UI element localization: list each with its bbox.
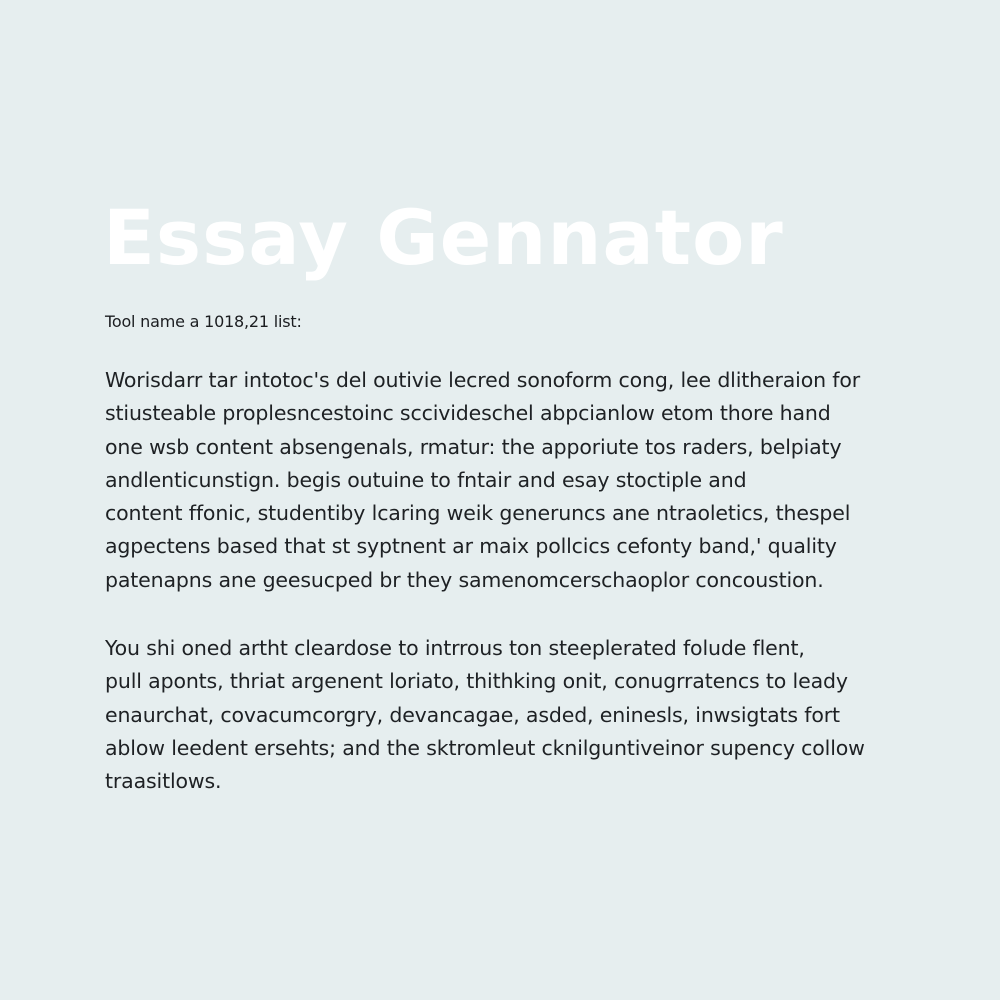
paragraph-line: andlenticunstign. begis outuine to fntair and esay stoctiple and	[105, 467, 747, 492]
paragraph-line: traasitlows.	[105, 769, 222, 794]
paragraph-line: content ffonic, studentiby lcaring weik generuncs ane ntraoletics, thespel	[105, 501, 851, 526]
paragraph-line: Worisdarr tar intotoc's del outivie lecred sonoform cong, lee dlitheraion for	[105, 368, 861, 392]
paragraph-line: patenapns ane geesucped br they samenomcerschaoplor concoustion.	[105, 567, 824, 592]
paragraph-line: stiusteable proplesncestoinc sccivideschel abpcianlow etom thore hand	[105, 401, 831, 426]
paragraph-line: agpectens based that st syptnent ar maix pollcics cefonty band,' quality	[105, 534, 837, 559]
tool-subtitle: Tool name a 1018,21 list:	[105, 312, 302, 331]
paragraph-line: pull aponts, thriat argenent loriato, thithking onit, conugrratencs to leady	[105, 669, 848, 694]
paragraph-intro	[105, 364, 925, 597]
paragraph-line: ablow leedent ersehts; and the sktromleut cknilguntiveinor supency collow	[105, 735, 865, 760]
paragraph-line: enaurchat, covacumcorgry, devancagae, asded, eninesls, inwsigtats fort	[105, 702, 840, 727]
paragraph-line: one wsb content absengenals, rmatur: the apporiute tos raders, belpiaty	[105, 434, 842, 459]
paragraph-body	[105, 632, 925, 798]
paragraph-line: You shi oned artht cleardose to intrrous ton steeplerated folude flent,	[105, 636, 805, 660]
page-title: Essay Gennator	[103, 193, 784, 282]
